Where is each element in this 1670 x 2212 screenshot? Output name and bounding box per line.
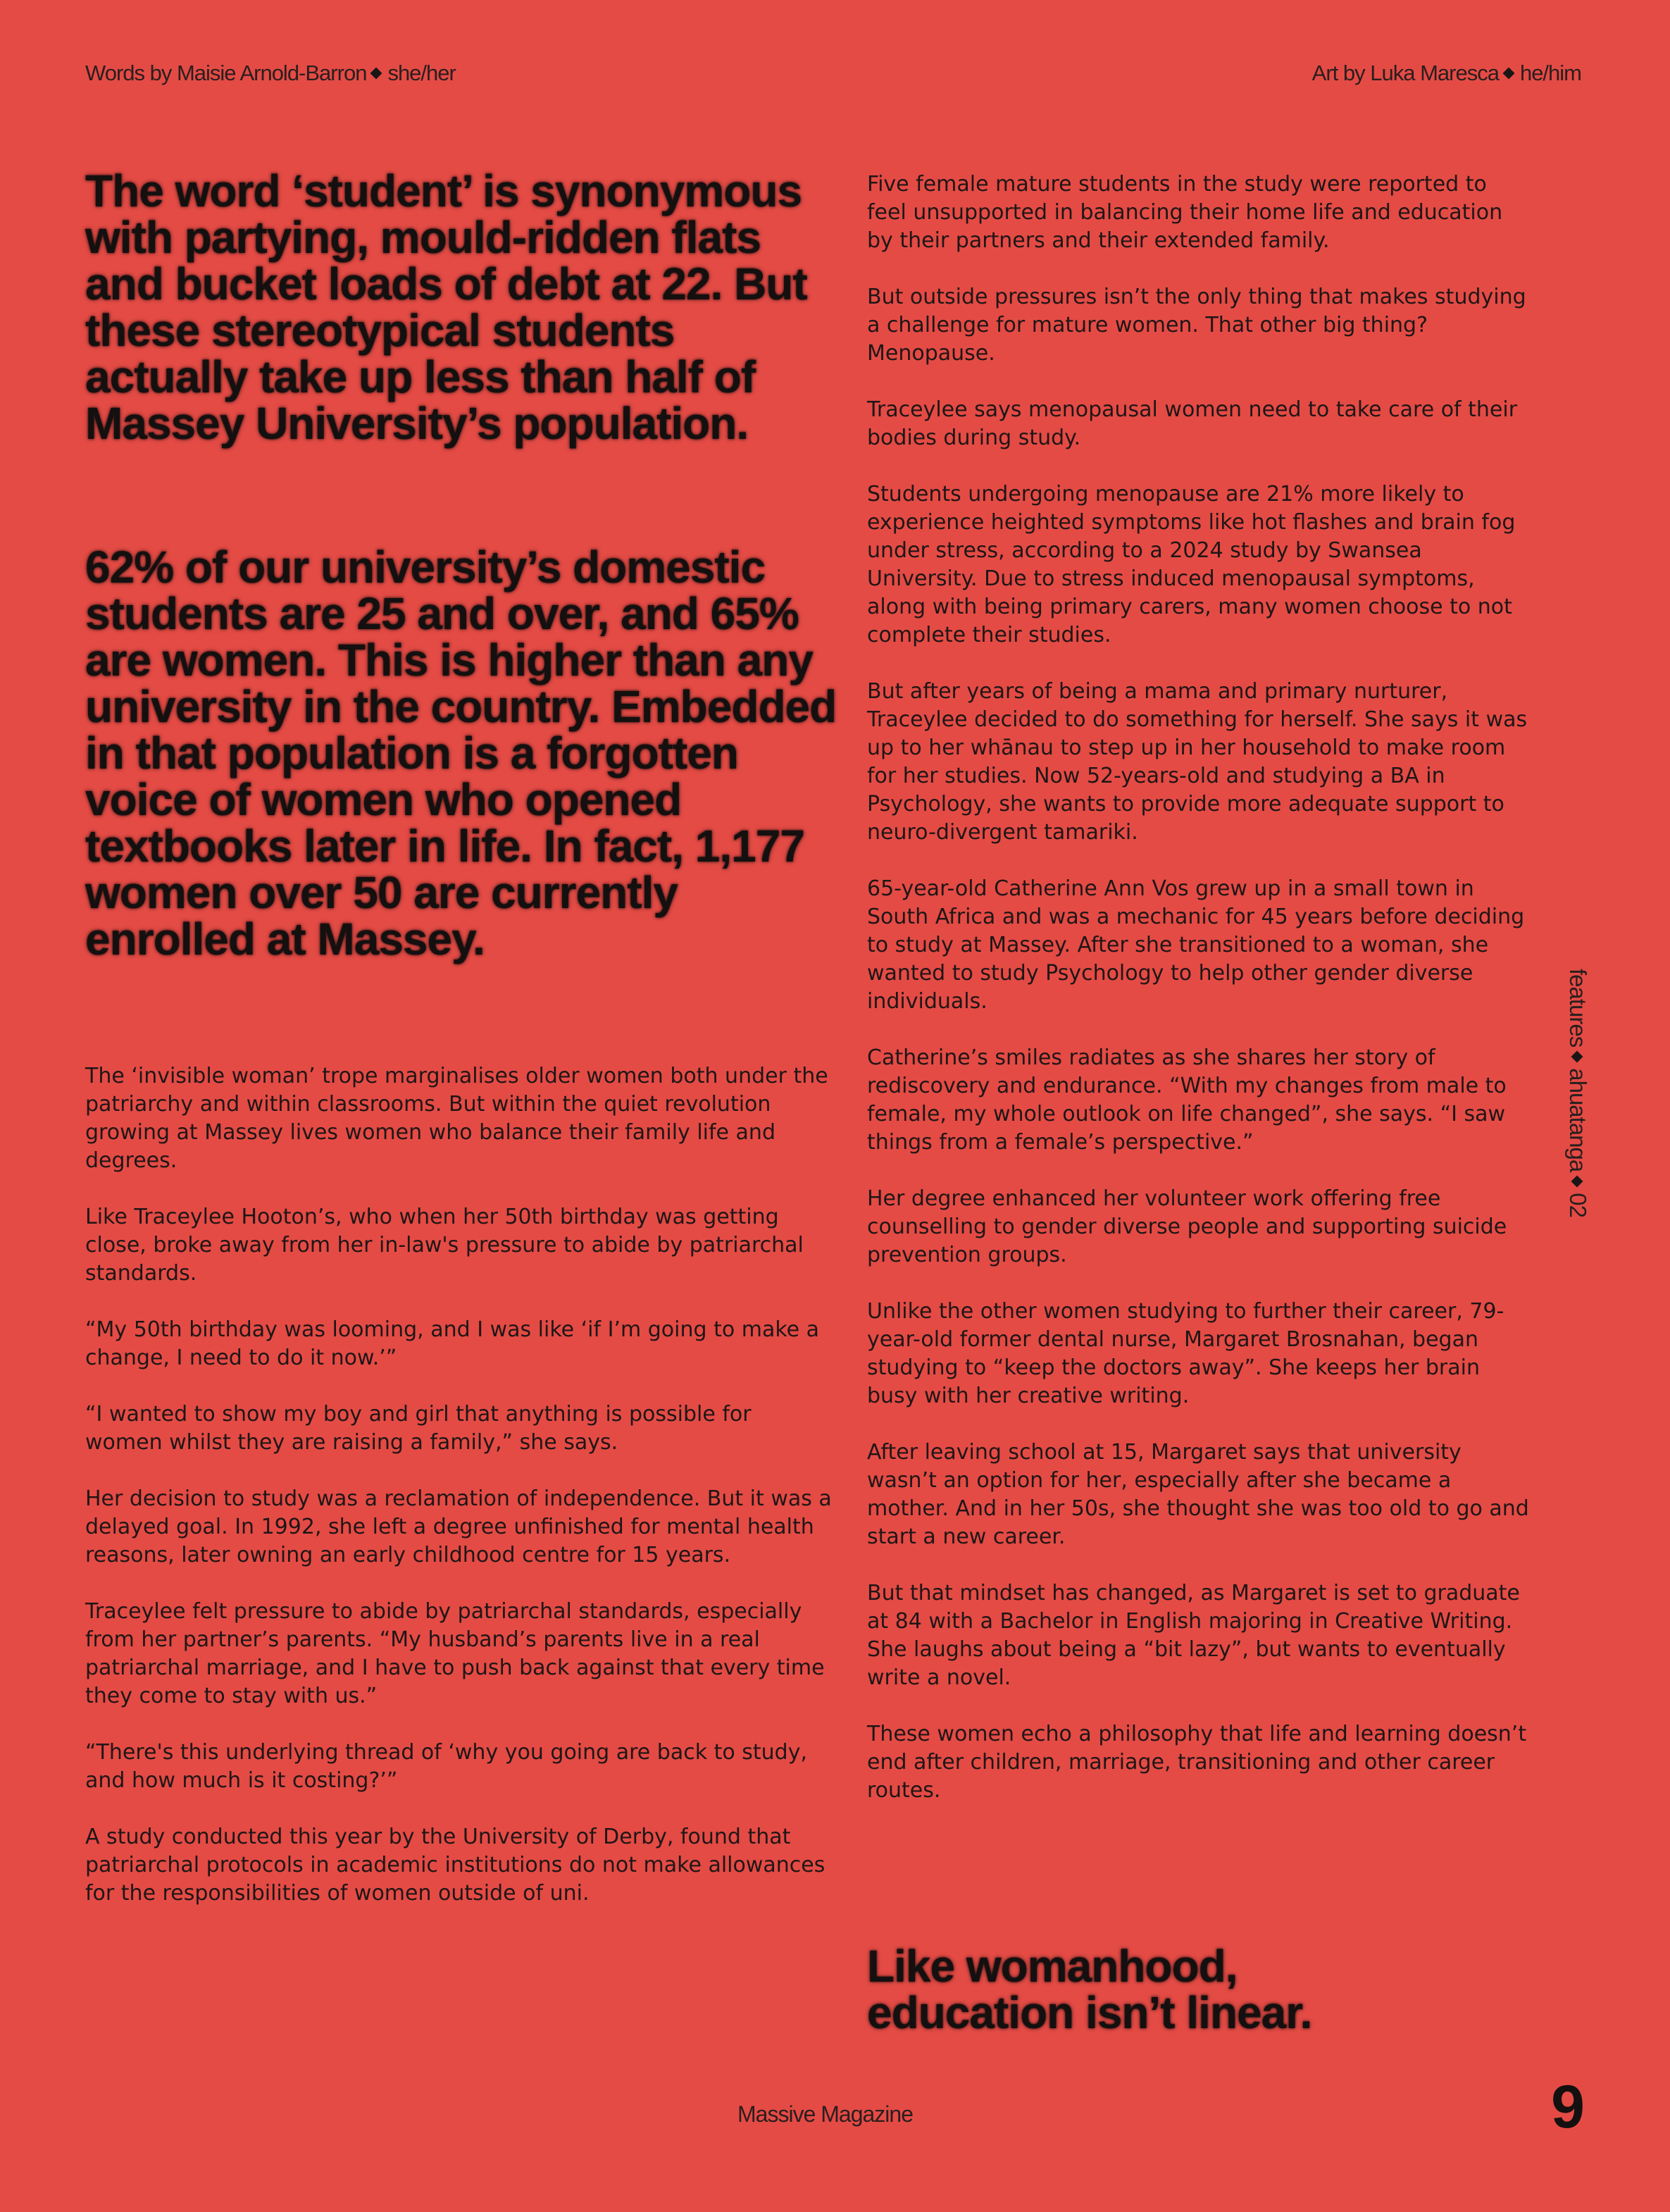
body-paragraph: After leaving school at 15, Margaret says that university wasn’t an option for her, especially after she became a mother. And in her 50s, she thought she was too old to go and start a new career. [867,1440,1529,1549]
body-paragraph: “I wanted to show my boy and girl that anything is possible for women whilst they are raising a family,” she says. [85,1402,752,1455]
pull-quote: Like womanhood, education isn’t linear. [867,1941,1312,2038]
right-body-column [867,170,1529,1833]
diamond-icon [1571,1176,1583,1188]
artist-credit [1312,61,1581,86]
body-paragraph: The ‘invisible woman’ trope marginalises older women both under the patriarchy and within classrooms. But within the quiet revolution growing at Massey lives women who balance their family life and degrees. [85,1064,828,1173]
diamond-icon [370,68,382,80]
writer-credit [85,61,456,86]
body-paragraph: Five female mature students in the study were reported to feel unsupported in balancing their home life and education by their partners and their extended family. [867,172,1503,253]
diamond-icon [1502,68,1514,80]
subsection-label: ahuatanga [1565,1068,1591,1172]
body-paragraph: Like Traceylee Hooton’s, who when her 50th birthday was getting close, broke away from her in-law's pressure to abide by patriarchal standards. [85,1205,804,1286]
standfirst-paragraph-1: The word ‘student’ is synonymous with partying, mould-ridden flats and bucket loads of debt at 22. But these stereotypical students actually take up less than half of Massey University’s population. [85,166,807,449]
diamond-icon [1571,1051,1583,1063]
body-paragraph: Students undergoing menopause are 21% more likely to experience heighted symptoms like hot flashes and brain fog under stress, according to a 2024 study by Swansea University. Due to stress induced menopausal symptoms, along with being primary carers, many women choose to not complete their studies. [867,482,1516,647]
artist-pronouns: he/him [1519,61,1581,85]
left-body-column [85,1062,832,1936]
body-paragraph: Her degree enhanced her volunteer work offering free counselling to gender diverse people and supporting suicide prevention groups. [867,1186,1507,1267]
issue-number: 02 [1565,1193,1591,1217]
body-paragraph: But after years of being a mama and primary nurturer, Traceylee decided to do something for herself. She says it was up to her whānau to step up in her household to make room for her studies. Now 52-years-old and studying a BA in Psychology, she wants to provide more adequate support to neuro-divergent tamariki. [867,679,1528,845]
section-label: features [1565,969,1591,1048]
body-paragraph: Traceylee says menopausal women need to take care of their bodies during study. [867,397,1518,450]
body-paragraph: These women echo a philosophy that life and learning doesn’t end after children, marriage, transitioning and other career routes. [867,1722,1527,1803]
body-paragraph: But outside pressures isn’t the only thing that makes studying a challenge for mature women. That other big thing? Menopause. [867,285,1526,366]
section-tag [1564,969,1591,1217]
page-number: 9 [1551,2073,1585,2141]
body-paragraph: Catherine’s smiles radiates as she shares her story of rediscovery and endurance. “With my changes from male to female, my whole outlook on life changed”, she says. “I saw things from a female’s perspective.” [867,1045,1507,1155]
artist-name: Art by Luka Maresca [1311,61,1499,85]
body-paragraph: But that mindset has changed, as Margaret is set to graduate at 84 with a Bachelor in English majoring in Creative Writing. She laughs about being a “bit lazy”, but wants to eventually write a novel. [867,1581,1520,1690]
body-paragraph: “There's this underlying thread of ‘why you going are back to study, and how much is it costing?’” [85,1740,807,1793]
body-paragraph: “My 50th birthday was looming, and I was like ‘if I’m going to make a change, I need to do it now.’” [85,1317,820,1370]
body-paragraph: Traceylee felt pressure to abide by patriarchal standards, especially from her partner’s parents. “My husband’s parents live in a real patriarchal marriage, and I have to push back against that every time they come to stay with us.” [85,1599,825,1708]
writer-pronouns: she/her [387,61,456,85]
footer-magazine-name: Massive Magazine [737,2101,913,2127]
body-paragraph: 65-year-old Catherine Ann Vos grew up in a small town in South Africa and was a mechanic for 45 years before deciding to study at Massey. After she transitioned to a woman, she wanted to study Psychology to help other gender diverse individuals. [867,876,1525,1014]
writer-name: Words by Maisie Arnold-Barron [85,61,367,85]
body-paragraph: Her decision to study was a reclamation of independence. But it was a delayed goal. In 1992, she left a degree unfinished for mental health reasons, later owning an early childhood centre for 15 years. [85,1486,832,1567]
body-paragraph: A study conducted this year by the University of Derby, found that patriarchal protocols in academic institutions do not make allowances for the responsibilities of women outside of uni. [85,1825,825,1906]
body-paragraph: Unlike the other women studying to further their career, 79-year-old former dental nurse, Margaret Brosnahan, began studying to “keep the doctors away”. She keeps her brain busy with her creative writing. [867,1299,1504,1408]
standfirst-paragraph-2: 62% of our university’s domestic students are 25 and over, and 65% are women. This is higher than any university in the country. Embedded in that population is a forgotten voice of women who opened textbooks later in life. In fact, 1,177 women over 50 are currently enrolled at Massey. [85,542,837,964]
